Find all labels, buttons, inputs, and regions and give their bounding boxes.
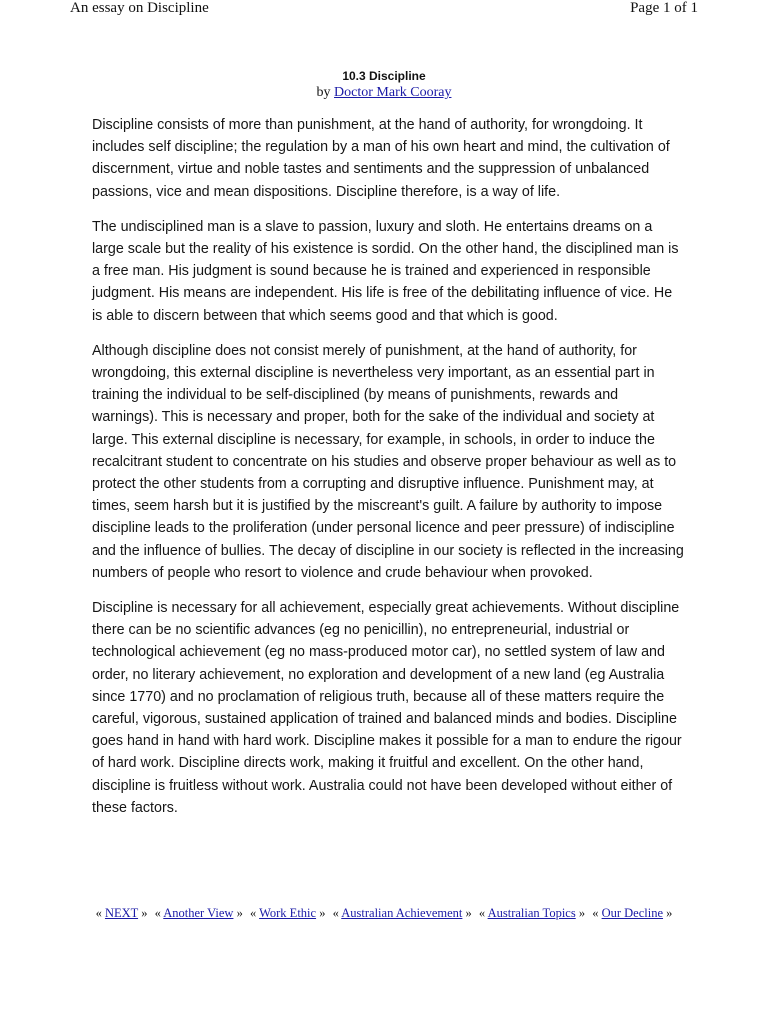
nav-link-next[interactable]: NEXT xyxy=(104,906,139,920)
nav-link-australian-achievement[interactable]: Australian Achievement xyxy=(341,906,463,920)
nav-item-next: « NEXT » xyxy=(95,906,148,920)
nav-item-australian-achievement: « Australian Achievement » xyxy=(332,906,472,920)
paragraph-1: Discipline consists of more than punishment, at the hand of authority, for wrongdoing. It includes self discipline; the regulation by a man of his own heart and mind, the cultivation of discernment, virtue and noble tastes and sentiments and the suppression of unbalanced passions, vice and mean dispositions. Discipline therefore, is a way of life. xyxy=(92,117,670,200)
nav-link-our-decline[interactable]: Our Decline xyxy=(601,906,664,920)
document-title: An essay on Discipline xyxy=(70,0,209,16)
nav-item-australian-topics: « Australian Topics » xyxy=(478,906,586,920)
article-heading xyxy=(0,68,768,102)
print-header xyxy=(0,0,768,20)
byline-prefix: by xyxy=(316,85,335,100)
nav-link-australian-topics[interactable]: Australian Topics xyxy=(487,906,576,920)
page-indicator: Page 1 of 1 xyxy=(630,0,698,16)
article-body xyxy=(92,114,684,832)
footer-nav xyxy=(0,904,768,922)
nav-item-work-ethic: « Work Ethic » xyxy=(249,906,326,920)
nav-item-another-view: « Another View » xyxy=(154,906,243,920)
author-link[interactable]: Doctor Mark Cooray xyxy=(334,85,452,100)
nav-link-another-view[interactable]: Another View xyxy=(163,906,234,920)
paragraph-3: Although discipline does not consist merely of punishment, at the hand of authority, for wrongdoing, this external discipline is nevertheless very important, as an essential part in training the individual to be self-disciplined (by means of punishments, rewards and warnings). This is necessary and proper, both for the sake of the individual and society at large. This external discipline is necessary, for example, in schools, in order to induce the recalcitrant student to concentrate on his studies and observe proper behaviour as well as to protect the other students from a corrupting and disruptive influence. Punishment may, at times, seem harsh but it is justified by the miscreant's guilt. A failure by authority to impose discipline leads to the proliferation (under personal licence and peer pressure) of indiscipline and the influence of bullies. The decay of discipline in our society is reflected in the increasing numbers of people who resort to violence and crude behaviour when provoked. xyxy=(92,342,684,581)
paragraph-2: The undisciplined man is a slave to passion, luxury and sloth. He entertains dreams on a large scale but the reality of his existence is sordid. On the other hand, the disciplined man is a free man. His judgment is sound because he is trained and experienced in responsible judgment. His means are independent. His life is free of the debilitating influence of vice. He is able to discern between that which seems good and that which is good. xyxy=(92,218,679,324)
paragraph-4: Discipline is necessary for all achievement, especially great achievements. Without discipline there can be no scientific advances (eg no penicillin), no entrepreneurial, industrial or technological achievement (eg no mass-produced motor car), no settled system of law and order, no literary achievement, no exploration and development of a new land (eg Australia since 1770) and no proclamation of religious truth, because all of these matters require the careful, vigorous, sustained application of trained and balanced minds and bodies. Discipline goes hand in hand with hard work. Discipline makes it possible for a man to endure the rigour of hard work. Discipline directs work, making it fruitful and excellent. On the other hand, discipline is fruitless without work. Australia could not have been developed without either of these factors. xyxy=(92,600,682,816)
byline xyxy=(0,84,768,102)
nav-link-work-ethic[interactable]: Work Ethic xyxy=(259,906,317,920)
nav-item-our-decline: « Our Decline » xyxy=(592,906,673,920)
article-title: 10.3 Discipline xyxy=(342,69,426,83)
